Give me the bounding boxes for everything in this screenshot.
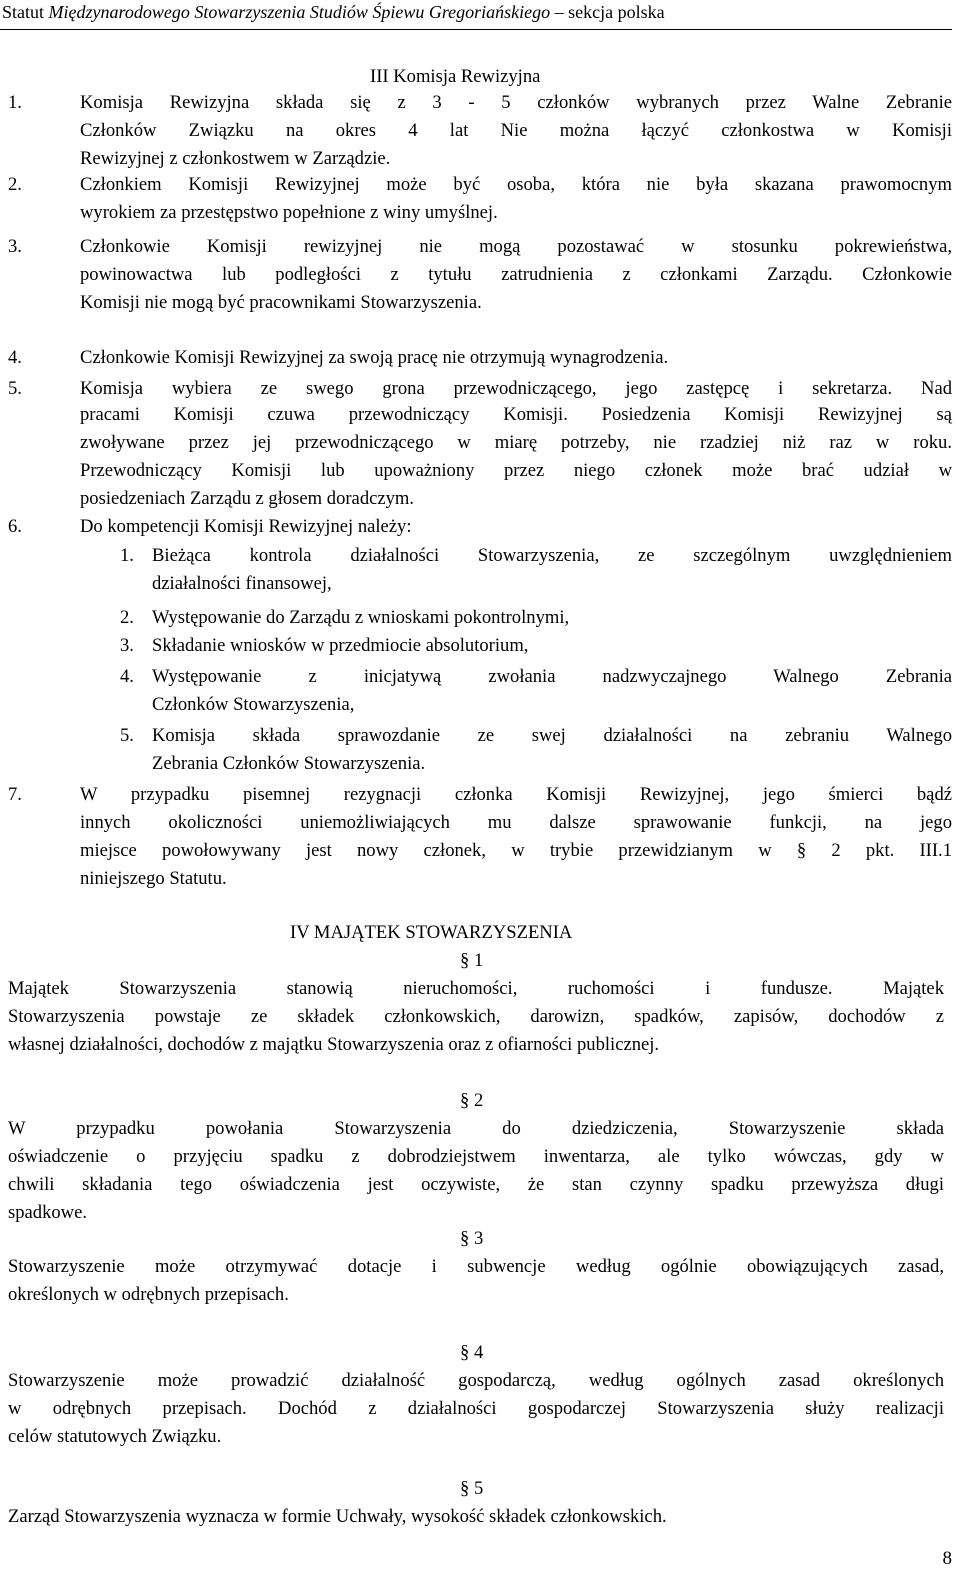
text-line: Występowanie do Zarządu z wnioskami pokontrolnymi,: [152, 607, 570, 628]
paragraph-mark: § 5: [460, 1478, 484, 1499]
header-title: [2, 2, 665, 23]
text-line: powinowactwa lub podległości z tytułu zatrudnienia z członkami Zarządu. Członkowie: [80, 264, 952, 285]
text-line: niniejszego Statutu.: [80, 868, 227, 889]
paragraph-mark: § 3: [460, 1228, 484, 1249]
text-line: chwili składania tego oświadczenia jest oczywiste, że stan czynny spadku przewyższa długi: [8, 1174, 944, 1195]
text-line: oświadczenie o przyjęciu spadku z dobrodziejstwem inwentarza, ale tylko wówczas, gdy w: [8, 1146, 944, 1167]
item-number: 5.: [8, 378, 22, 399]
item-number: 2.: [8, 174, 22, 195]
text-line: Przewodniczący Komisji lub upoważniony przez niego członek może brać udział w: [80, 460, 952, 481]
text-line: spadkowe.: [8, 1202, 88, 1223]
header-suffix: – sekcja polska: [550, 2, 665, 22]
text-line: Stowarzyszenie może otrzymywać dotacje i subwencje według ogólnie obowiązujących zasad,: [8, 1256, 944, 1277]
text-line: Stowarzyszenia powstaje ze składek członkowskich, darowizn, spadków, zapisów, dochodów z: [8, 1006, 944, 1027]
text-line: Członków Stowarzyszenia,: [152, 694, 355, 715]
section-title-iii: III Komisja Rewizyjna: [370, 66, 541, 87]
text-line: Bieżąca kontrola działalności Stowarzyszenia, ze szczególnym uwzględnieniem: [152, 545, 952, 566]
text-line: zwoływane przez jej przewodniczącego w miarę potrzeby, nie rzadziej niż raz w roku.: [80, 432, 952, 453]
text-line: W przypadku powołania Stowarzyszenia do dziedziczenia, Stowarzyszenie składa: [8, 1118, 944, 1139]
text-line: działalności finansowej,: [152, 573, 332, 594]
text-line: Występowanie z inicjatywą zwołania nadzwyczajnego Walnego Zebrania: [152, 666, 952, 687]
section-title-iv: IV MAJĄTEK STOWARZYSZENIA: [290, 922, 573, 943]
header-title-italic: Międzynarodowego Stowarzyszenia Studiów Śpiewu Gregoriańskiego: [48, 2, 551, 22]
text-line: pracami Komisji czuwa przewodniczący Komisji. Posiedzenia Komisji Rewizyjnej są: [80, 404, 952, 425]
text-line: Majątek Stowarzyszenia stanowią nieruchomości, ruchomości i fundusze. Majątek: [8, 978, 944, 999]
item-number: 7.: [8, 784, 22, 805]
text-line: Członkowie Komisji rewizyjnej nie mogą pozostawać w stosunku pokrewieństwa,: [80, 236, 952, 257]
page-number: 8: [942, 1548, 952, 1569]
text-line: Rewizyjnej z członkostwem w Zarządzie.: [80, 148, 391, 169]
paragraph-mark: § 2: [460, 1090, 484, 1111]
item-number: 6.: [8, 516, 22, 537]
item-number: 1.: [8, 92, 22, 113]
text-line: Do kompetencji Komisji Rewizyjnej należy:: [80, 516, 412, 537]
text-line: Komisja wybiera ze swego grona przewodniczącego, jego zastępcę i sekretarza. Nad: [80, 378, 952, 399]
text-line: Zarząd Stowarzyszenia wyznacza w formie Uchwały, wysokość składek członkowskich.: [8, 1506, 667, 1527]
text-line: wyrokiem za przestępstwo popełnione z winy umyślnej.: [80, 202, 498, 223]
item-number: 4.: [120, 666, 134, 687]
item-number: 4.: [8, 347, 22, 368]
text-line: innych okoliczności uniemożliwiających mu dalsze sprawowanie funkcji, na jego: [80, 812, 952, 833]
text-line: w odrębnych przepisach. Dochód z działalności gospodarczej Stowarzyszenia służy realizacji: [8, 1398, 944, 1419]
item-number: 5.: [120, 725, 134, 746]
item-number: 1.: [120, 545, 134, 566]
text-line: posiedzeniach Zarządu z głosem doradczym.: [80, 488, 415, 509]
text-line: Zebrania Członków Stowarzyszenia.: [152, 753, 426, 774]
text-line: miejsce powołowywany jest nowy członek, w trybie przewidzianym w § 2 pkt. III.1: [80, 840, 952, 861]
text-line: Komisja składa sprawozdanie ze swej działalności na zebraniu Walnego: [152, 725, 952, 746]
text-line: celów statutowych Związku.: [8, 1426, 222, 1447]
text-line: określonych w odrębnych przepisach.: [8, 1284, 289, 1305]
text-line: Członkiem Komisji Rewizyjnej może być osoba, która nie była skazana prawomocnym: [80, 174, 952, 195]
text-line: własnej działalności, dochodów z majątku Stowarzyszenia oraz z ofiarności publicznej.: [8, 1034, 660, 1055]
text-line: W przypadku pisemnej rezygnacji członka Komisji Rewizyjnej, jego śmierci bądź: [80, 784, 952, 805]
text-line: Członków Związku na okres 4 lat Nie można łączyć członkostwa w Komisji: [80, 120, 952, 141]
text-line: Komisji nie mogą być pracownikami Stowarzyszenia.: [80, 292, 482, 313]
item-number: 3.: [8, 236, 22, 257]
paragraph-mark: § 4: [460, 1342, 484, 1363]
paragraph-mark: § 1: [460, 950, 484, 971]
header-prefix: Statut: [2, 2, 49, 22]
item-number: 3.: [120, 635, 134, 656]
page-header: [0, 0, 952, 30]
text-line: Stowarzyszenie może prowadzić działalność gospodarczą, według ogólnych zasad określonych: [8, 1370, 944, 1391]
text-line: Komisja Rewizyjna składa się z 3 - 5 członków wybranych przez Walne Zebranie: [80, 92, 952, 113]
item-number: 2.: [120, 607, 134, 628]
text-line: Członkowie Komisji Rewizyjnej za swoją pracę nie otrzymują wynagrodzenia.: [80, 347, 669, 368]
text-line: Składanie wniosków w przedmiocie absolutorium,: [152, 635, 529, 656]
